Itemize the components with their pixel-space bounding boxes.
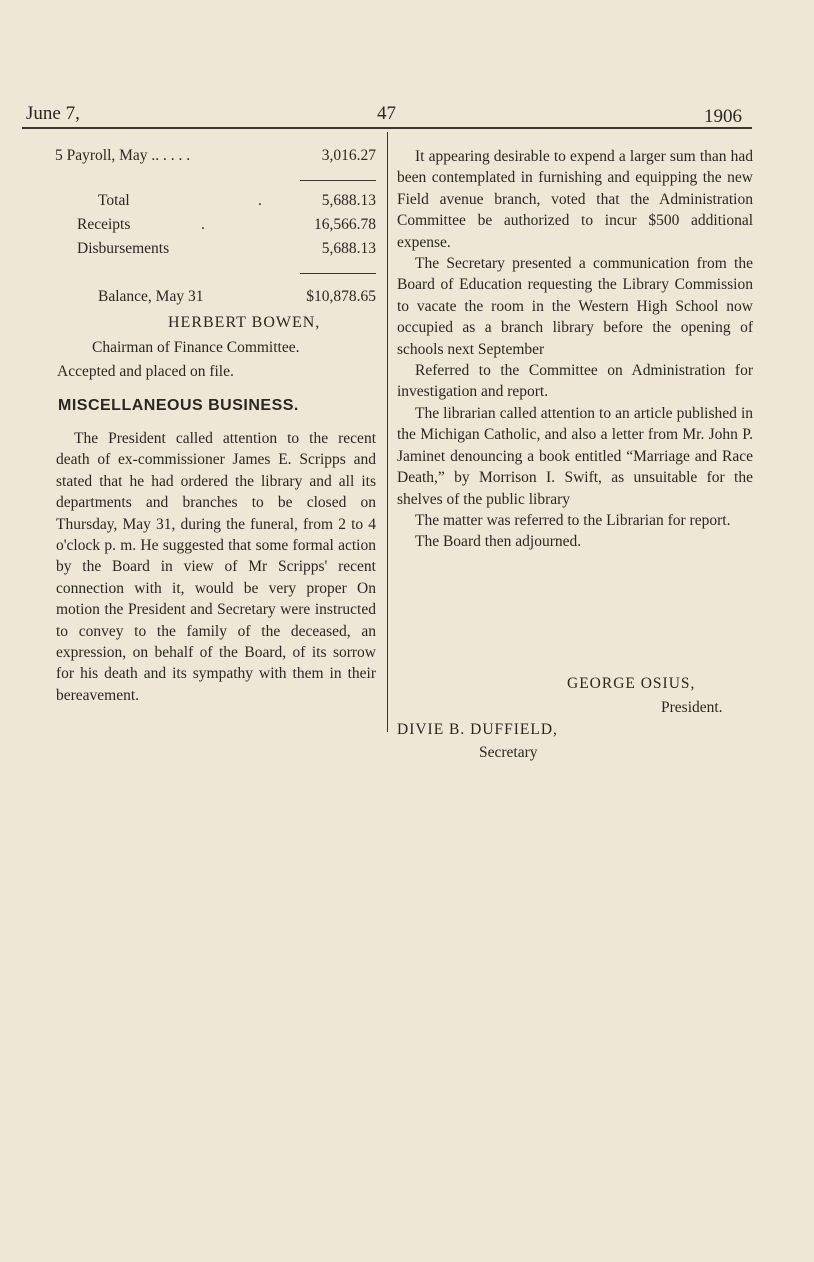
- disbursements-label: Disbursements: [77, 240, 170, 257]
- header-year: 1906: [704, 106, 742, 127]
- secretary-name: DIVIE B. DUFFIELD,: [397, 721, 558, 738]
- secretary-title: Secretary: [479, 744, 538, 761]
- finance-signer-title: Chairman of Finance Committee.: [92, 339, 300, 356]
- right-paragraph-3: Referred to the Committee on Administration for investigation and report.: [397, 362, 753, 401]
- right-column: [397, 146, 753, 553]
- payroll-label: 5 Payroll, May .. . . . .: [55, 147, 191, 164]
- receipts-label: Receipts: [77, 216, 131, 233]
- total-label: Total: [98, 192, 130, 209]
- column-divider: [387, 132, 388, 732]
- disbursements-value: 5,688.13: [321, 240, 376, 257]
- right-paragraph-6: The Board then adjourned.: [415, 533, 582, 551]
- total-value: 5,688.13: [321, 192, 376, 209]
- subtotal-rule: [300, 180, 376, 181]
- balance-value: $10,878.65: [306, 288, 376, 305]
- section-heading: MISCELLANEOUS BUSINESS.: [58, 397, 299, 414]
- misc-paragraph-text: The President called attention to the recent death of ex-commissioner James E. Scripps and stated that he had ordered the library and all its departments and branches to be closed on Thursday, May 31, during the funeral, from 2 to 4 o'clock p. m. He suggested that some formal action by the Board in view of Mr Scripps' recent connection with it, would be very proper On motion the President and Secretary were instructed to convey to the family of the deceased, an expression, on behalf of the Board, of its sorrow for his death and its sympathy with them in their bereavement.: [56, 430, 376, 704]
- page-number: 47: [377, 103, 396, 124]
- right-paragraph-2: The Secretary presented a communication from the Board of Education requesting the Library Commission to vacate the room in the Western High School now occupied as a branch library before the opening of schools next September: [397, 255, 753, 358]
- receipts-dot: .: [201, 216, 205, 233]
- payroll-value: 3,016.27: [321, 147, 376, 164]
- balance-label: Balance, May 31: [98, 288, 204, 305]
- right-paragraph-4: The librarian called attention to an article published in the Michigan Catholic, and also a letter from Mr. John P. Jaminet denouncing a book entitled “Marriage and Race Death,” by Morrison I. Swift, as unsuitable for the shelves of the public library: [397, 404, 753, 508]
- right-paragraph-5: The matter was referred to the Librarian for report.: [415, 511, 731, 529]
- misc-paragraph: [56, 428, 376, 706]
- header-date: June 7,: [26, 103, 80, 124]
- receipts-value: 16,566.78: [314, 216, 376, 233]
- total-dot: .: [258, 192, 262, 209]
- president-name: GEORGE OSIUS,: [567, 675, 696, 692]
- finance-signer: HERBERT BOWEN,: [168, 314, 321, 331]
- right-paragraph-1: It appearing desirable to expend a larger sum than had been contemplated in furnishing and equipping the new Field avenue branch, voted that the Administration Committee be authorized to incur $500 additional expense.: [397, 148, 753, 251]
- header-rule: [22, 127, 752, 129]
- president-title: President.: [661, 699, 723, 716]
- balance-rule: [300, 273, 376, 274]
- accepted-note: Accepted and placed on file.: [57, 363, 234, 380]
